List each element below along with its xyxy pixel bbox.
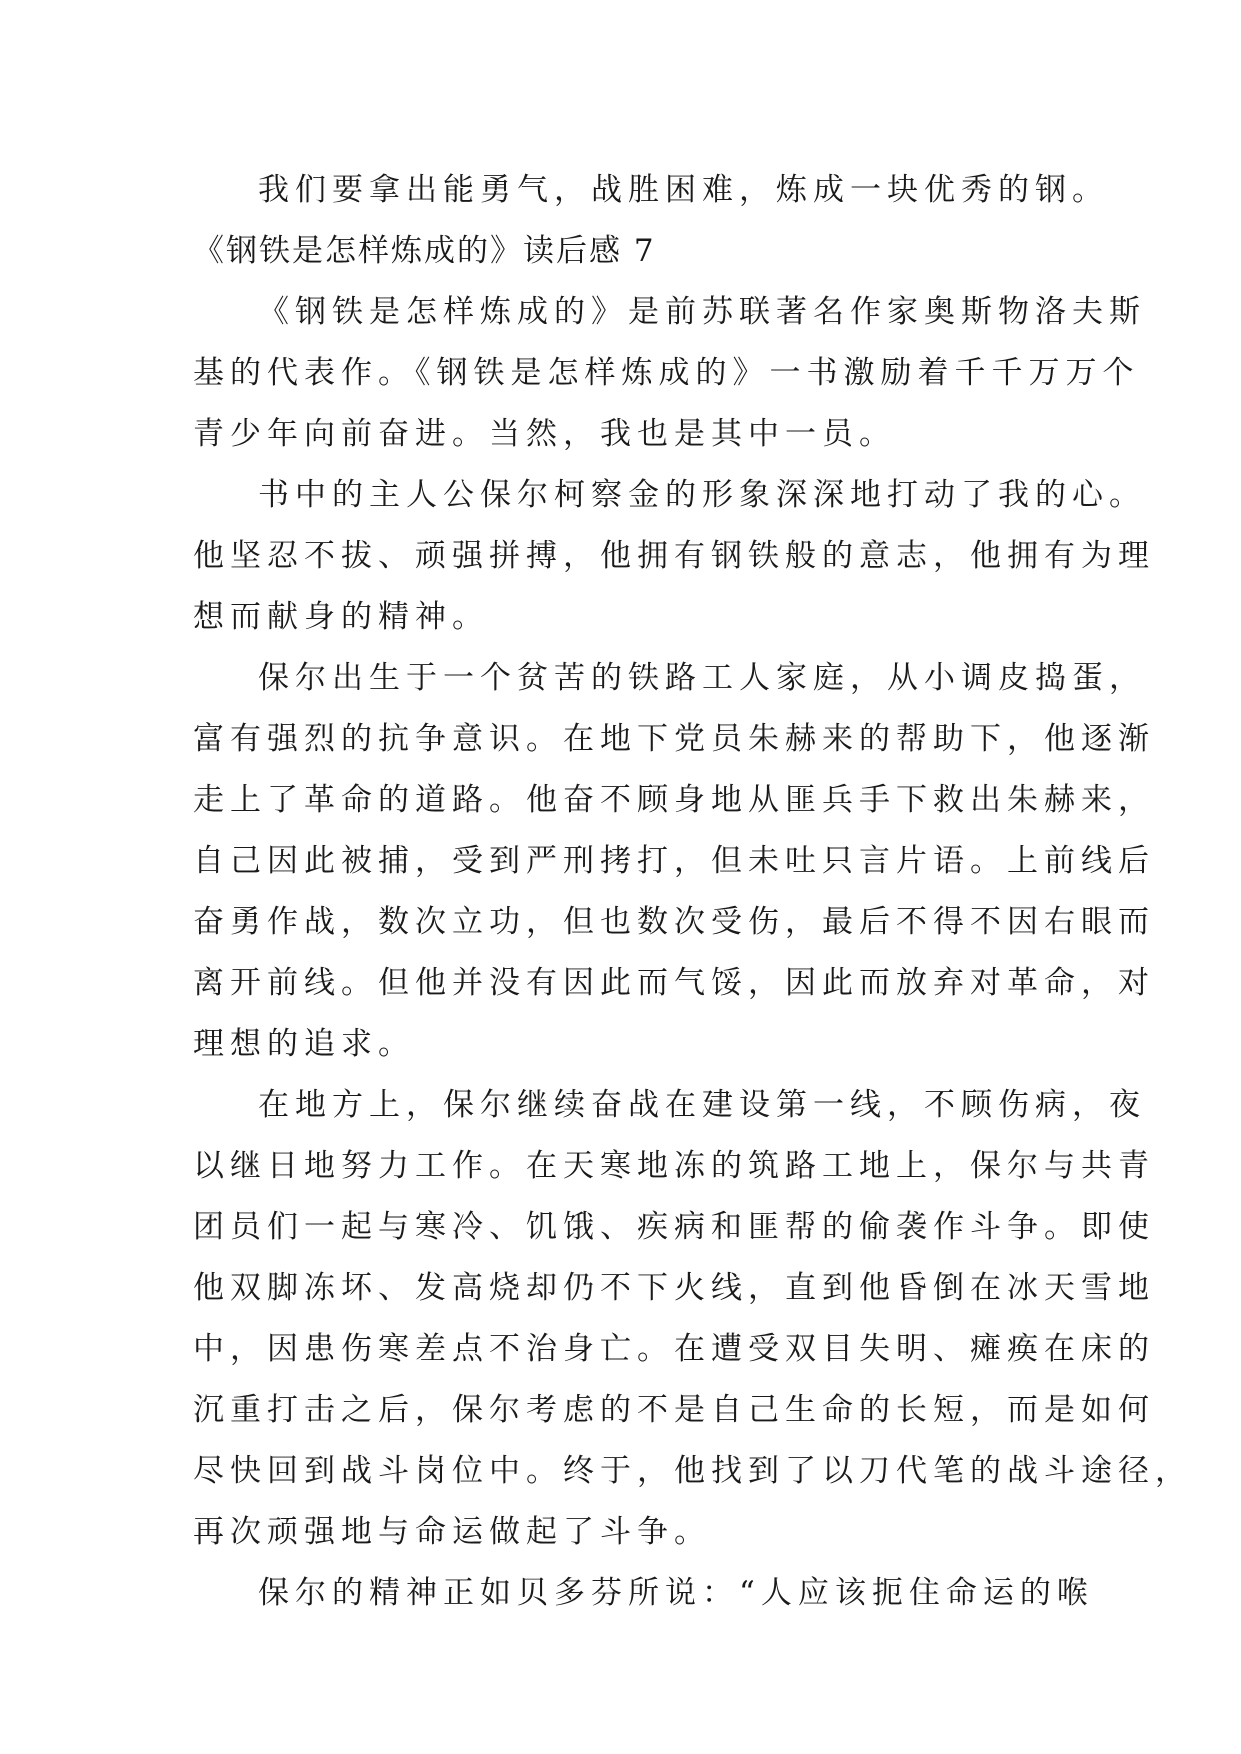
paragraph-line: 团员们一起与寒冷、饥饿、疾病和匪帮的偷袭作斗争。即使 [193,1209,1155,1245]
document-body [193,160,1192,1624]
paragraph-line: 富有强烈的抗争意识。在地下党员朱赫来的帮助下，他逐渐 [193,721,1155,757]
paragraph-line: 保尔出生于一个贫苦的铁路工人家庭，从小调皮捣蛋， [258,660,1146,696]
paragraph-line: 他坚忍不拔、顽强拼搏，他拥有钢铁般的意志，他拥有为理 [193,538,1155,574]
paragraph-line: 基的代表作。《钢铁是怎样炼成的》一书激励着千千万万个 [193,355,1140,391]
paragraph-line: 想而献身的精神。 [193,599,489,635]
paragraph-line: 青少年向前奋进。当然，我也是其中一员。 [193,416,896,452]
paragraph-line: 再次顽强地与命运做起了斗争。 [193,1514,711,1550]
paragraph-line: 他双脚冻坏、发高烧却仍不下火线，直到他昏倒在冰天雪地 [193,1270,1155,1306]
paragraph-line: 自己因此被捕，受到严刑拷打，但未吐只言片语。上前线后 [193,843,1155,879]
section-heading: 《钢铁是怎样炼成的》读后感 7 [193,233,656,269]
paragraph-line: 奋勇作战，数次立功，但也数次受伤，最后不得不因右眼而 [193,904,1155,940]
paragraph-line: 《钢铁是怎样炼成的》是前苏联著名作家奥斯物洛夫斯 [258,294,1146,330]
paragraph-line: 书中的主人公保尔柯察金的形象深深地打动了我的心。 [258,477,1146,513]
paragraph-line: 沉重打击之后，保尔考虑的不是自己生命的长短，而是如何 [193,1392,1155,1428]
paragraph-line: 保尔的精神正如贝多芬所说：“人应该扼住命运的喉 [258,1575,1094,1611]
paragraph-line: 中，因患伤寒差点不治身亡。在遭受双目失明、瘫痪在床的 [193,1331,1155,1367]
paragraph-line: 在地方上，保尔继续奋战在建设第一线，不顾伤病，夜 [258,1087,1146,1123]
paragraph-line: 走上了革命的道路。他奋不顾身地从匪兵手下救出朱赫来， [193,782,1155,818]
paragraph-line: 我们要拿出能勇气，战胜困难，炼成一块优秀的钢。 [258,172,1109,208]
paragraph-line: 理想的追求。 [193,1026,415,1062]
paragraph-line: 以继日地努力工作。在天寒地冻的筑路工地上，保尔与共青 [193,1148,1155,1184]
paragraph-line: 离开前线。但他并没有因此而气馁，因此而放弃对革命，对 [193,965,1155,1001]
paragraph-line: 尽快回到战斗岗位中。终于，他找到了以刀代笔的战斗途径， [193,1453,1192,1489]
